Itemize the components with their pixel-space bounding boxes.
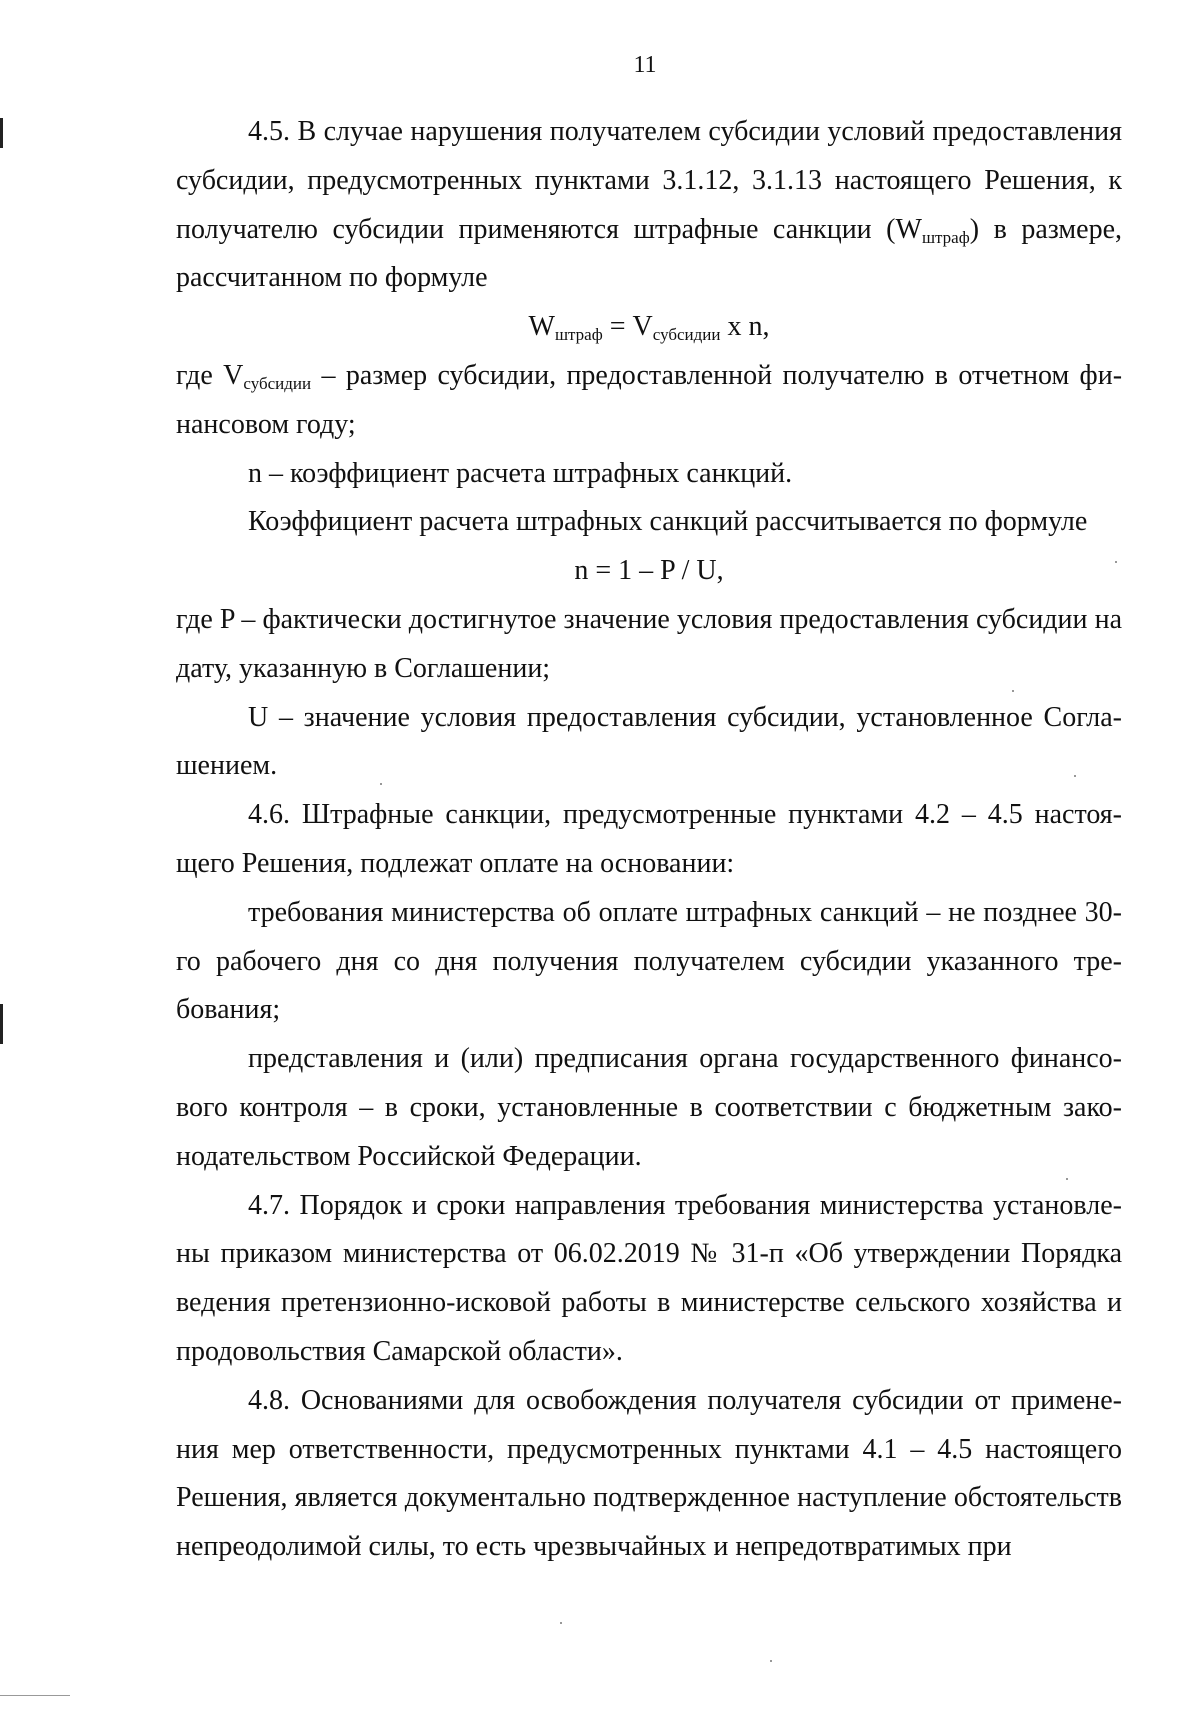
formula-w: W (528, 311, 555, 343)
paragraph-4-7: 4.7. Порядок и сроки направления требования министерства установлены приказом министерства от 06.02.2019 № 31-п «Об утверждении Порядка ведения претензионно-исковой работы в министерстве сельского хозяйства и продовольствия Самарской области». (176, 1189, 1122, 1367)
scan-speck (1074, 775, 1076, 777)
scan-edge-mark (0, 1004, 3, 1044)
v-definition-end: – размер субсидии, предоставленной получателю в отчетном финансовом году; (176, 359, 1123, 440)
scan-edge-mark (0, 1695, 70, 1696)
page-number: 11 (633, 52, 657, 78)
n-definition: n – коэффициент расчета штрафных санкций. (248, 457, 793, 489)
ministry-requirement-item: требования министерства об оплате штрафных санкций – не позднее 30-го рабочего дня со дня получения получателем субсидии указанного требования; (176, 896, 1122, 1026)
formula-tail: x n, (720, 311, 770, 343)
formula-equals-v: = V (602, 311, 653, 343)
paragraph-4-8: 4.8. Основаниями для освобождения получателя субсидии от применения мер ответственности, предусмотренных пунктами 4.1 – 4.5 настоящего Решения, является документально подтвержденное наступление обстоятельств непреодолимой силы, то есть чрезвычайных и непредотвратимых при (176, 1384, 1122, 1563)
scan-speck (1012, 690, 1014, 692)
scan-speck (380, 783, 382, 785)
paragraph-4-5-text-end: ) в размере, рассчитанном по формуле (176, 213, 1123, 294)
p-definition: где P – фактически достигнутое значение условия предоставления субсидии на дату, указанную в Соглашении; (176, 603, 1122, 684)
financial-control-item: представления и (или) предписания органа государственного финансового контроля – в сроки, установленные в соответствии с бюджетным законодательством Российской Федерации. (176, 1043, 1122, 1172)
scan-speck (1066, 1178, 1068, 1180)
formula-v-subscript: субсидии (652, 325, 721, 345)
paragraph-4-6: 4.6. Штрафные санкции, предусмотренные пунктами 4.2 – 4.5 настоящего Решения, подлежат оплате на основании: (176, 799, 1122, 879)
scan-speck (770, 1660, 772, 1662)
paragraph-4-5 (176, 108, 1122, 303)
v-definition-start: где V (176, 359, 244, 391)
penalty-formula (176, 303, 1122, 352)
v-definition (176, 352, 1122, 450)
document-body (176, 108, 1122, 1572)
u-definition: U – значение условия предоставления субсидии, установленное Соглашением. (176, 701, 1122, 782)
paragraph-4-5-text-start: 4.5. В случае нарушения получателем субсидии условий предоставления субсидии, предусмотренных пунктами 3.1.12, 3.1.13 настоящего Решения, к получателю субсидии применяются штрафные санкции (W (176, 116, 1122, 245)
scan-speck (1115, 561, 1117, 563)
coefficient-intro: Коэффициент расчета штрафных санкций рассчитывается по формуле (248, 506, 1088, 538)
coefficient-formula: n = 1 – P / U, (574, 555, 724, 587)
scan-speck (560, 1622, 562, 1624)
penalty-subscript: штраф (921, 227, 970, 247)
formula-w-subscript: штраф (554, 325, 603, 345)
v-definition-subscript: субсидии (243, 373, 312, 393)
scan-edge-mark (0, 118, 3, 148)
